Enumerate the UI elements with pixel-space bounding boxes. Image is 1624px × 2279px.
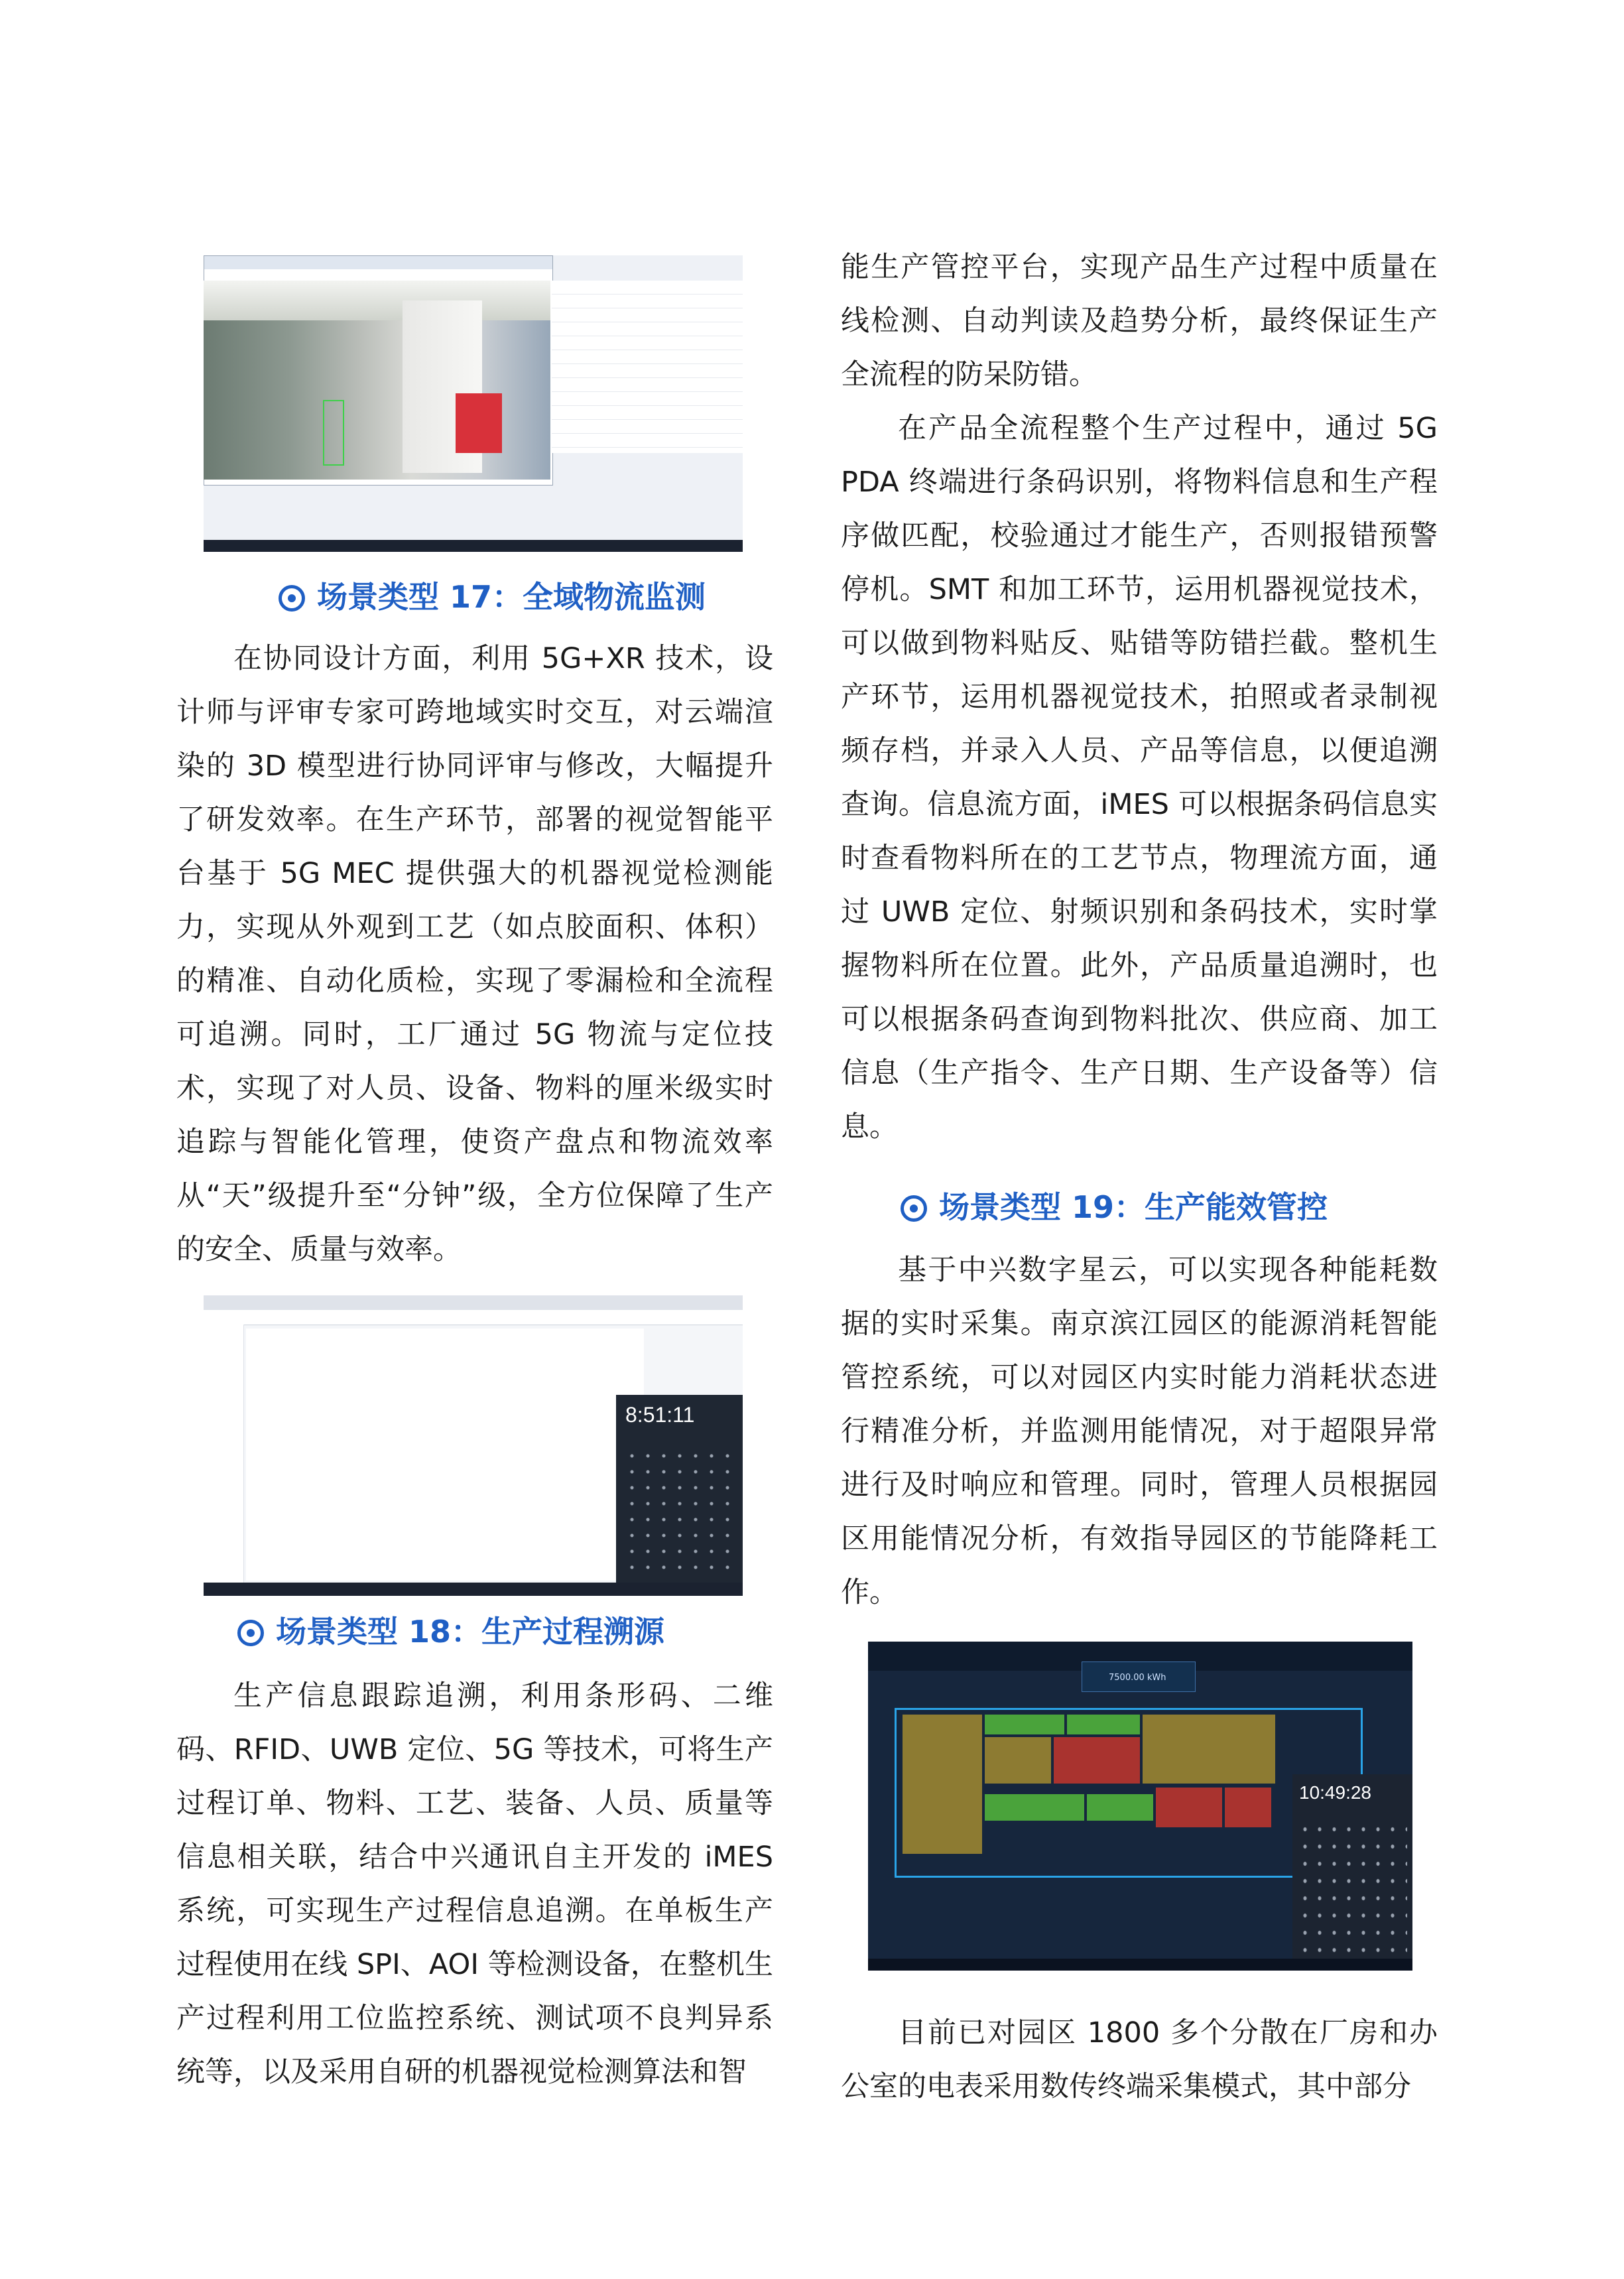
paragraph-continued: 能生产管控平台，实现产品生产过程中质量在线检测、自动判读及趋势分析，最终保证生产全流程的防呆防错。 xyxy=(841,251,1438,391)
imes-traceability-screenshot xyxy=(204,1295,743,1596)
detection-box xyxy=(323,400,344,466)
clock-time: 10:49:28 xyxy=(1299,1782,1371,1803)
heading-scene-17: 场景类型 17：全域物流监测 xyxy=(279,577,706,617)
zone-block xyxy=(985,1794,1084,1821)
calendar-grid xyxy=(1298,1821,1407,1953)
left-column-para-2-block xyxy=(176,1669,773,2099)
clock-time: 8:51:11 xyxy=(625,1403,695,1427)
energy-total-badge xyxy=(1082,1661,1196,1692)
paragraph-production-traceability: 生产信息跟踪追溯，利用条形码、二维码、RFID、UWB 定位、5G 等技术，可将生产过程订单、物料、工艺、装备、人员、质量等信息相关联，结合中兴通讯自主开发的 iMES 系统，可实现生产过程信息追溯。在单板生产过程使用在线 SPI、AOI 等检测设备，在整机生产过程利用工位监控系统、测试项不良判异系统等，以及采用自研的机器视觉检测算法和智 xyxy=(176,1679,773,2089)
target-bullet-icon xyxy=(279,585,305,612)
paragraph-full-process: 在产品全流程整个生产过程中，通过 5G PDA 终端进行条码识别，将物料信息和生产程序做匹配，校验通过才能生产，否则报错预警停机。SMT 和加工环节，运用机器视觉技术，可以做到物料贴反、贴错等防错拦截。整机生产环节，运用机器视觉技术，拍照或者录制视频存档，并录入人员、产品等信息，以便追溯查询。信息流方面，iMES 可以根据条码信息实时查看物料所在的工艺节点，物理流方面，通过 UWB 定位、射频识别和条码技术，实时掌握物料所在位置。此外，产品质量追溯时，也可以根据条码查询到物料批次、供应商、加工信息（生产指令、生产日期、生产设备等）信息。 xyxy=(841,412,1438,1143)
zone-block xyxy=(1143,1715,1275,1784)
energy-dashboard-screenshot xyxy=(868,1642,1412,1971)
zone-block xyxy=(1054,1737,1140,1784)
browser-tabs xyxy=(204,1295,743,1310)
clock-flyout xyxy=(616,1395,743,1583)
taskbar xyxy=(204,1583,743,1596)
clock-flyout xyxy=(1292,1774,1412,1971)
taskbar xyxy=(204,540,743,552)
camera-feed xyxy=(204,281,550,480)
zone-block xyxy=(903,1715,982,1854)
browser-address-bar xyxy=(204,1310,743,1325)
energy-total-value: 7500.00 kWh xyxy=(1109,1673,1166,1683)
paragraph-energy-management: 基于中兴数字星云，可以实现各种能耗数据的实时采集。南京滨江园区的能源消耗智能管控系统，可以对园区内实时能力消耗状态进行精准分析，并监测用能情况，对于超限异常进行及时响应和管理。同时，管理人员根据园区用能情况分析，有效指导园区的节能降耗工作。 xyxy=(841,1254,1438,1609)
zone-block xyxy=(1156,1788,1222,1827)
taskbar xyxy=(868,1959,1412,1971)
record-table xyxy=(552,281,743,453)
paragraph-collaborative-design: 在协同设计方面，利用 5G+XR 技术，设计师与评审专家可跨地域实时交互，对云端渲染的 3D 模型进行协同评审与修改，大幅提升了研发效率。在生产环节，部署的视觉智能平台基于 5G MEC 提供强大的机器视觉检测能力，实现从外观到工艺（如点胶面积、体积）的精准、自动化质检，实现了零漏检和全流程可追溯。同时，工厂通过 5G 物流与定位技术，实现了对人员、设备、物料的厘米级实时追踪与智能化管理，使资产盘点和物流效率从“天”级提升至“分钟”级，全方位保障了生产的安全、质量与效率。 xyxy=(176,642,773,1266)
imes-main-panel xyxy=(246,1329,644,1581)
zone-block xyxy=(985,1715,1064,1734)
zone-block xyxy=(985,1737,1051,1784)
camera-window-titlebar xyxy=(204,256,552,269)
zone-block xyxy=(1067,1715,1140,1734)
calendar-grid xyxy=(624,1448,735,1574)
right-column-para-6-block xyxy=(841,2006,1438,2114)
zone-block xyxy=(1087,1794,1153,1821)
logistics-monitoring-screenshot xyxy=(204,255,743,552)
target-bullet-icon xyxy=(237,1620,264,1646)
zone-block xyxy=(1225,1788,1271,1827)
heading-scene-18: 场景类型 18：生产过程溯源 xyxy=(237,1612,664,1652)
paragraph-meter-collection: 目前已对园区 1800 多个分散在厂房和办公室的电表采用数传终端采集模式，其中部分 xyxy=(841,2016,1438,2103)
target-bullet-icon xyxy=(901,1195,927,1222)
imes-sidebar xyxy=(204,1325,244,1583)
heading-scene-19: 场景类型 19：生产能效管控 xyxy=(901,1187,1328,1227)
right-column-para-5-block xyxy=(841,1244,1438,1620)
right-column-text-block xyxy=(841,241,1438,1154)
left-column-para-1-block xyxy=(176,632,773,1277)
